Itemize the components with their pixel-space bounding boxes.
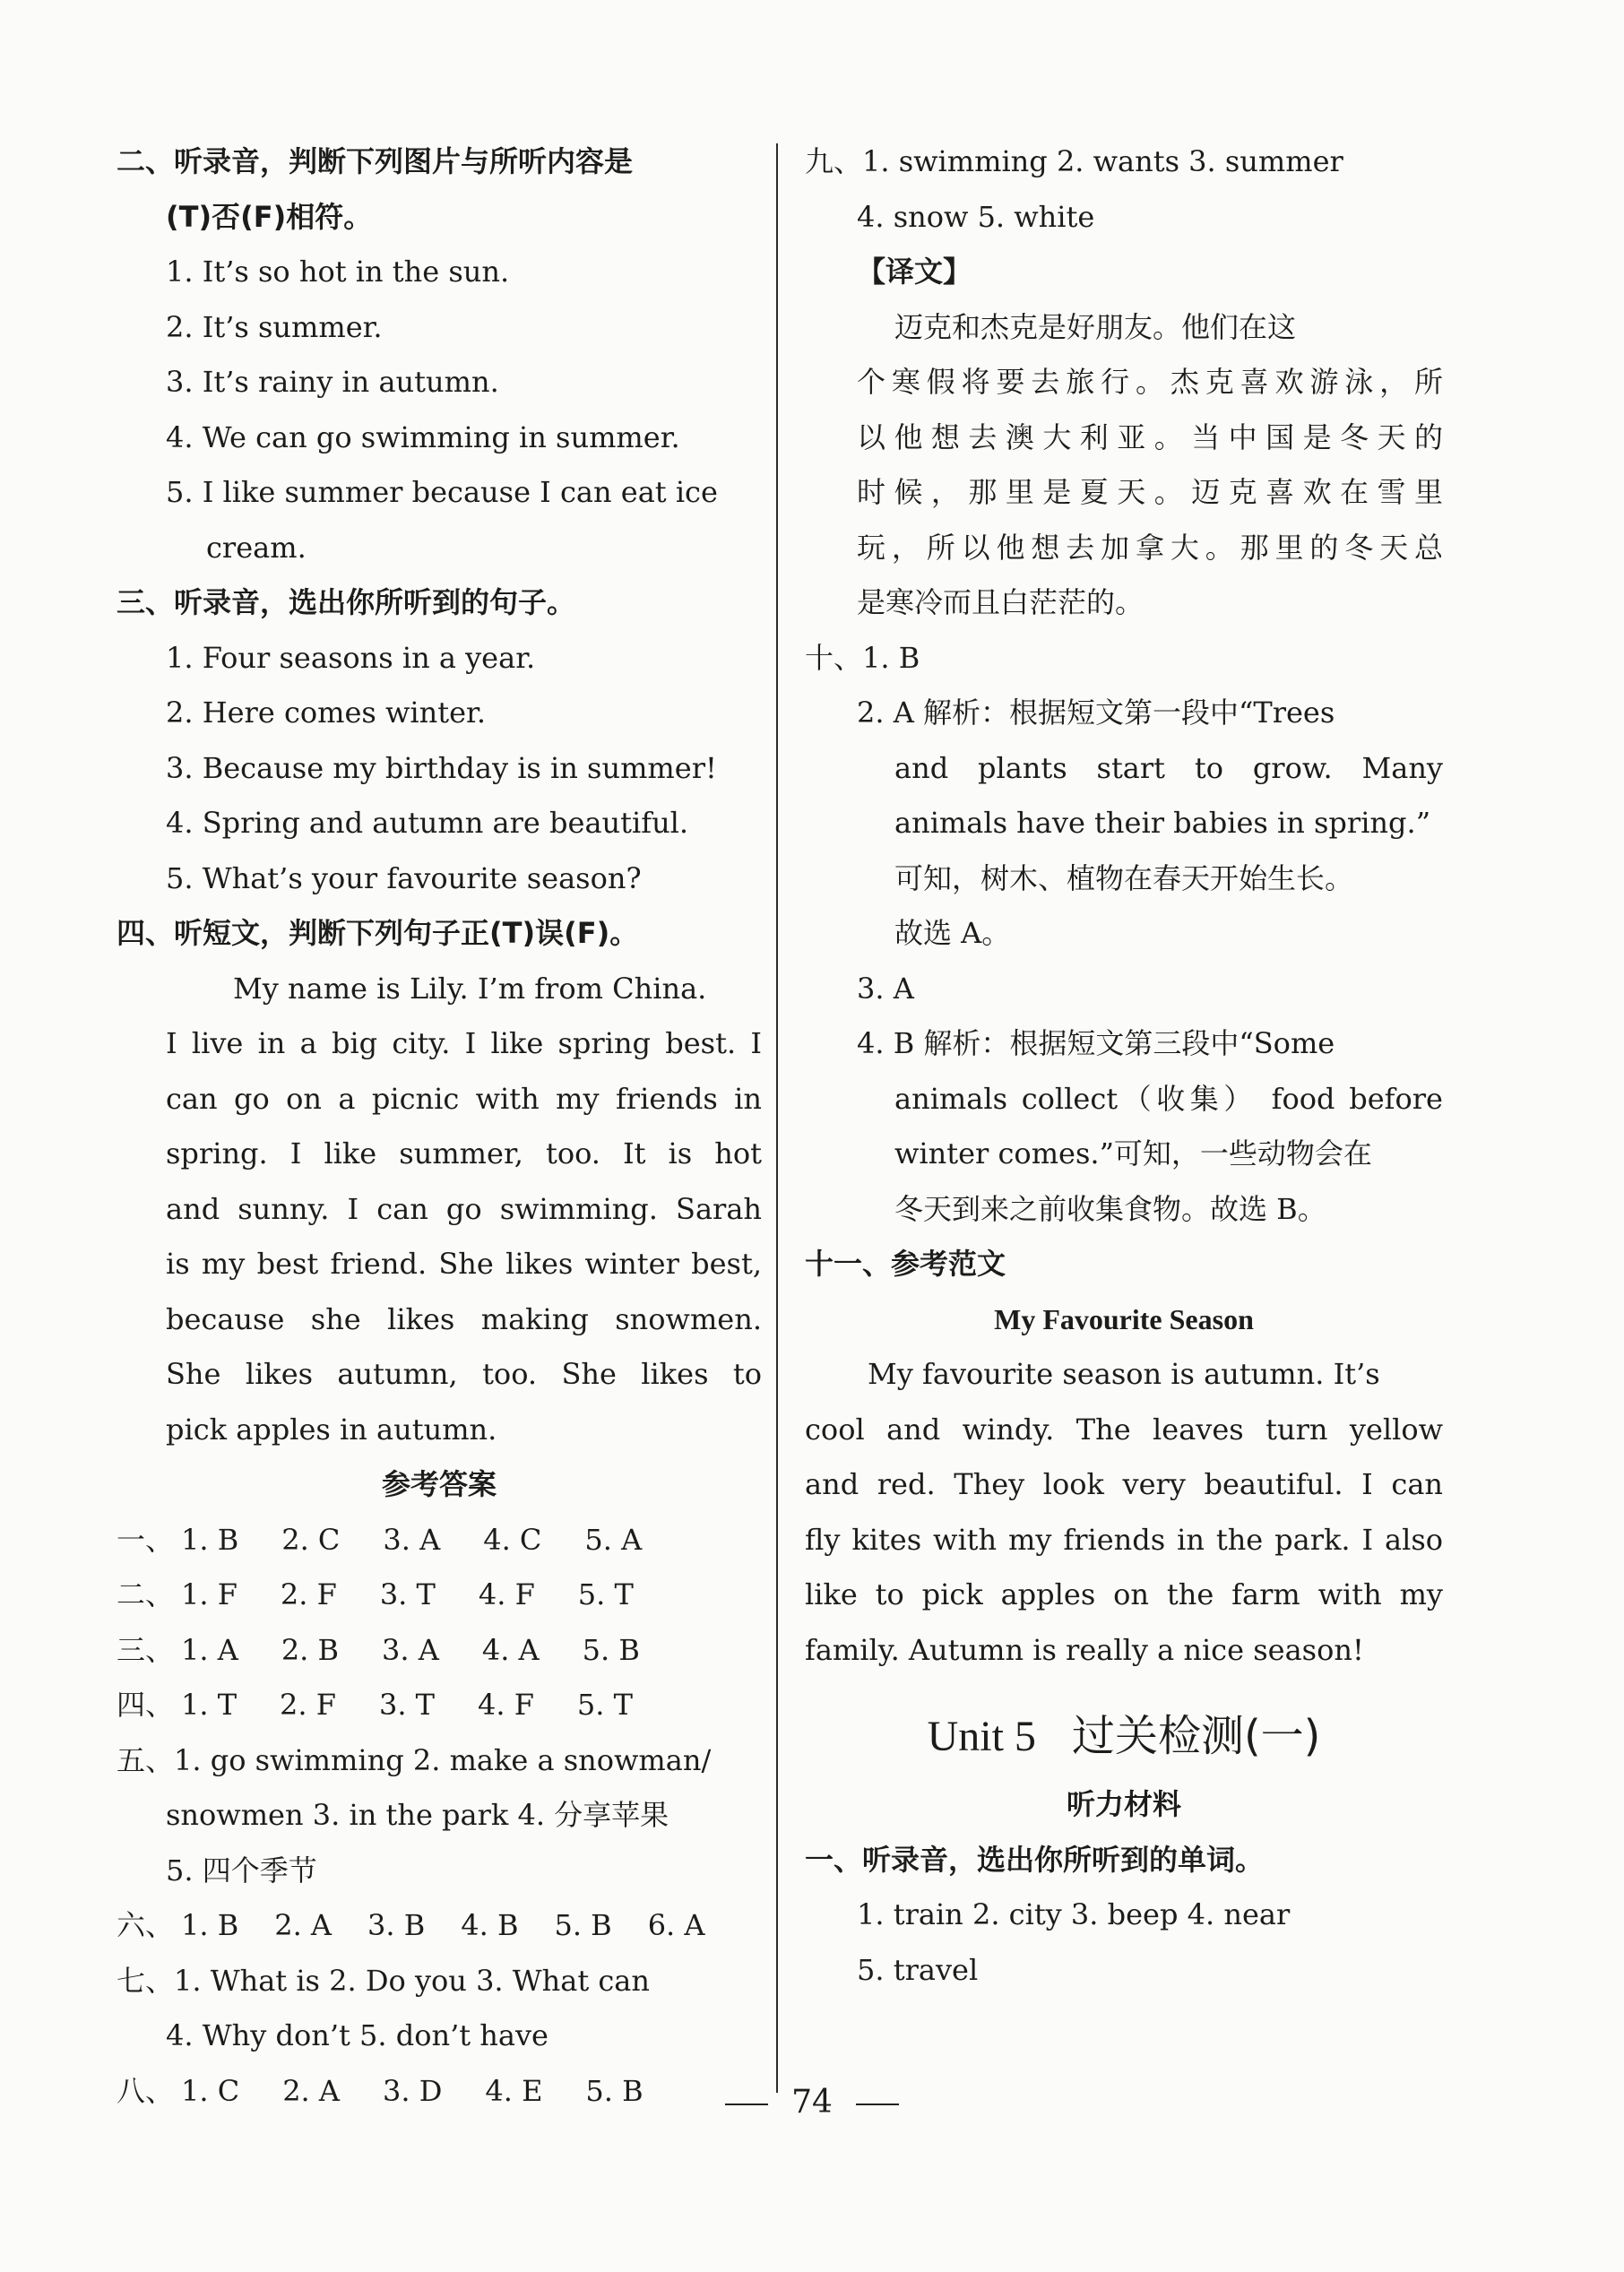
answer-10-analysis: 故选 A。 [894,916,1011,950]
passage-line: and sunny. I can go swimming. Sarah [166,1191,762,1226]
answer-row-5-cont: snowmen 3. in the park 4. 分享苹果 [166,1798,669,1832]
page-number [0,2084,1624,2121]
translation-line: 迈克和杰克是好朋友。他们在这 [894,309,1297,344]
answer-item: 2. F [280,1577,337,1611]
answer-item: 1. A [181,1632,238,1667]
translation-line: 个寒假将要去旅行。杰克喜欢游泳，所 [857,365,1443,399]
passage-line: I live in a big city. I like spring best. I [166,1026,762,1060]
answer-item: 1. T [181,1688,238,1722]
passage-line: My name is Lily. I’m from China. [233,971,707,1006]
list-item: 3. It’s rainy in autumn. [166,365,499,399]
passage-line: is my best friend. She likes winter best, [166,1247,762,1281]
translation-line: 以他想去澳大利亚。当中国是冬天的 [857,419,1443,454]
section-2-heading: 二、听录音，判断下列图片与所听内容是 [117,144,634,178]
answer-item: 5. T [576,1688,633,1722]
answer-10-analysis: 可知，树木、植物在春天开始生长。 [894,860,1354,895]
answer-row [117,1568,762,1623]
translation-line: 时候，那里是夏天。迈克喜欢在雪里 [857,475,1443,509]
answer-item: 3. D [383,2073,443,2108]
answer-item: 5. A [584,1522,643,1557]
essay-line: fly kites with my friends in the park. I also [805,1522,1443,1557]
translation-line: 玩，所以他想去加拿大。那里的冬天总 [857,530,1443,565]
word-list-line: 1. train 2. city 3. beep 4. near [857,1897,1291,1931]
word-list-line: 5. travel [857,1952,979,1987]
answer-item: 5. B [585,2073,644,2108]
answer-10-analysis: winter comes.”可知，一些动物会在 [894,1136,1372,1171]
answer-10-analysis: animals have their babies in spring.” [894,806,1431,840]
answer-item: 2. A [274,1908,333,1942]
answer-row-5: 五、1. go swimming 2. make a snowman/ [117,1742,712,1777]
answer-item: 5. B [554,1908,612,1942]
answer-item: 4. A [481,1632,540,1667]
list-item: 1. It’s so hot in the sun. [166,255,510,289]
list-item: 2. Here comes winter. [166,695,486,730]
list-item: 2. It’s summer. [166,309,383,344]
answer-item: 2. F [280,1688,336,1722]
unit-title [805,1696,1443,1777]
essay-line: and red. They look very beautiful. I can [805,1467,1443,1501]
answer-item: 1. F [181,1577,238,1611]
section-2-heading-cont: (T)否(F)相符。 [166,199,373,234]
answer-row-9: 九、1. swimming 2. wants 3. summer [805,144,1343,178]
answer-item: 4. F [478,1688,534,1722]
right-column [805,134,1443,1998]
answer-row-10: 十、1. B [805,640,920,675]
passage-line: can go on a picnic with my friends in [166,1081,762,1116]
answer-item: 5. B [582,1632,640,1667]
answer-10-analysis: 冬天到来之前收集食物。故选 B。 [894,1191,1326,1226]
unit-name: 过关检测(一) [1071,1711,1321,1761]
answer-item: 5. T [577,1577,634,1611]
answer-row [117,1513,762,1568]
answer-item: 2. C [281,1522,341,1557]
answer-label: 四、 [117,1688,175,1722]
answer-row-6 [117,1898,762,1954]
answer-item: 1. C [181,2073,240,2108]
list-item: 5. I like summer because I can eat ice [166,475,718,509]
answer-row-7-cont: 4. Why don’t 5. don’t have [166,2018,549,2052]
answer-item: 2. A [282,2073,340,2108]
answer-item: 3. T [379,1577,436,1611]
answer-label: 六、 [117,1908,175,1942]
answer-item: 4. F [478,1577,535,1611]
left-column [117,134,762,2119]
answer-item: 3. B [367,1908,426,1942]
answer-label: 二、 [117,1577,175,1611]
answer-item: 4. E [485,2073,543,2108]
answer-10-item: 3. A [857,971,914,1006]
essay-line: family. Autumn is really a nice season! [805,1632,1364,1667]
list-item: 4. We can go swimming in summer. [166,419,680,454]
listening-heading: 听力材料 [1066,1787,1181,1821]
answer-row [117,1623,762,1679]
answers-title: 参考答案 [381,1467,497,1501]
answer-label: 八、 [117,2073,175,2108]
answer-item: 1. B [181,1522,239,1557]
passage-line: pick apples in autumn. [166,1412,497,1447]
answer-item: 3. A [382,1632,439,1667]
answer-item: 3. A [383,1522,441,1557]
answer-row-9-cont: 4. snow 5. white [857,199,1095,234]
list-item-wrap: cream. [206,530,307,565]
section-3-heading: 三、听录音，选出你所听到的句子。 [117,585,576,619]
list-item: 4. Spring and autumn are beautiful. [166,806,689,840]
section-1-heading: 一、听录音，选出你所听到的单词。 [805,1842,1265,1877]
essay-title: My Favourite Season [994,1302,1254,1335]
list-item: 3. Because my birthday is in summer! [166,750,717,785]
answer-item: 1. B [181,1908,239,1942]
passage-line: spring. I like summer, too. It is hot [166,1136,762,1171]
answer-10-item: 2. A 解析：根据短文第一段中“Trees [857,695,1335,730]
page-number-dash [856,2104,899,2105]
passage-line: because she likes making snowmen. [166,1301,762,1336]
answer-row-7: 七、1. What is 2. Do you 3. What can [117,1963,650,1998]
translation-line: 是寒冷而且白茫茫的。 [857,585,1145,619]
essay-line: cool and windy. The leaves turn yellow [805,1412,1443,1447]
answer-item: 2. B [281,1632,340,1667]
answer-10-analysis: animals collect（收集） food before [894,1081,1443,1116]
page-number-text: 74 [791,2084,833,2121]
section-11-heading: 十一、参考范文 [805,1247,1006,1281]
column-divider [776,143,778,2093]
list-item: 1. Four seasons in a year. [166,640,536,675]
answer-label: 一、 [117,1522,175,1557]
unit-number: Unit 5 [927,1713,1036,1760]
answer-item: 6. A [647,1908,705,1942]
passage-line: She likes autumn, too. She likes to [166,1357,762,1391]
answer-10-analysis: and plants start to grow. Many [894,750,1443,785]
answer-item: 3. T [378,1688,435,1722]
essay-line: My favourite season is autumn. It’s [868,1357,1380,1391]
section-4-heading: 四、听短文，判断下列句子正(T)误(F)。 [117,916,639,950]
answer-item: 4. C [483,1522,542,1557]
essay-line: like to pick apples on the farm with my [805,1577,1443,1611]
translation-heading: 【译文】 [857,255,972,289]
answer-label: 三、 [117,1632,175,1667]
answer-row-5-cont: 5. 四个季节 [166,1853,317,1888]
answer-10-item: 4. B 解析：根据短文第三段中“Some [857,1026,1335,1060]
page-number-dash [725,2104,768,2105]
answer-row [117,1678,762,1733]
list-item: 5. What’s your favourite season? [166,860,642,895]
answer-item: 4. B [461,1908,519,1942]
